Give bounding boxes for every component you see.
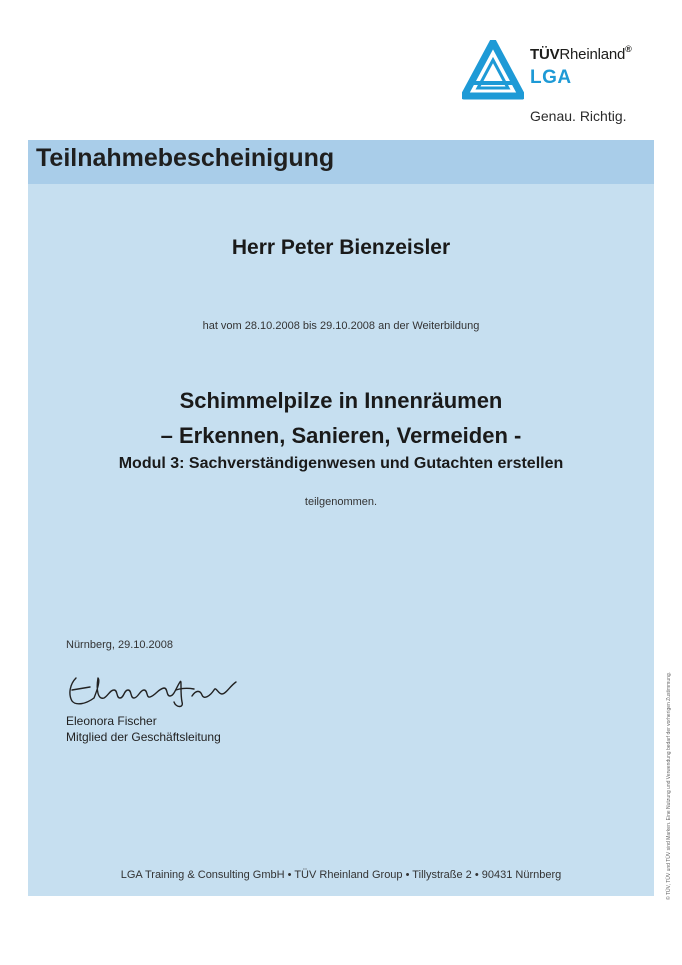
registered-mark: ® bbox=[625, 44, 632, 54]
course-module: Modul 3: Sachverständigenwesen und Gutachten erstellen bbox=[118, 455, 564, 472]
margin-note-text: © TÜV, TÜV und TÜV sind Marken. Eine Nutzung und Verwendung bedarf der vorherigen Zustimmung. bbox=[666, 671, 672, 900]
tuv-lga-logo bbox=[462, 40, 662, 130]
title-band bbox=[28, 140, 654, 184]
logo-rheinland-text: Rheinland bbox=[559, 46, 626, 63]
logo-lga-text: LGA bbox=[530, 67, 572, 88]
handwritten-signature bbox=[64, 668, 244, 710]
tuv-triangle-icon bbox=[462, 40, 524, 100]
logo-tuv-rheinland bbox=[530, 46, 632, 63]
signer-name: Eleonora Fischer bbox=[66, 714, 157, 728]
course-title-line-2: – Erkennen, Sanieren, Vermeiden - bbox=[160, 423, 522, 448]
participated-text: teilgenommen. bbox=[304, 496, 378, 508]
participant-name: Herr Peter Bienzeisler bbox=[231, 236, 451, 259]
place-and-date: Nürnberg, 29.10.2008 bbox=[66, 639, 174, 651]
signer-role: Mitglied der Geschäftsleitung bbox=[66, 730, 221, 744]
training-period: hat vom 28.10.2008 bis 29.10.2008 an der Weiterbildung bbox=[202, 320, 480, 332]
vertical-margin-note bbox=[666, 540, 676, 900]
issuer-footer: LGA Training & Consulting GmbH • TÜV Rheinland Group • Tillystraße 2 • 90431 Nürnberg bbox=[120, 869, 562, 881]
logo-slogan: Genau. Richtig. bbox=[530, 108, 627, 124]
certificate-title: Teilnahmebescheinigung bbox=[36, 144, 335, 172]
certificate-panel bbox=[28, 140, 654, 896]
logo-tuv-text: TÜV bbox=[530, 46, 560, 63]
course-title-line-1: Schimmelpilze in Innenräumen bbox=[179, 388, 503, 413]
